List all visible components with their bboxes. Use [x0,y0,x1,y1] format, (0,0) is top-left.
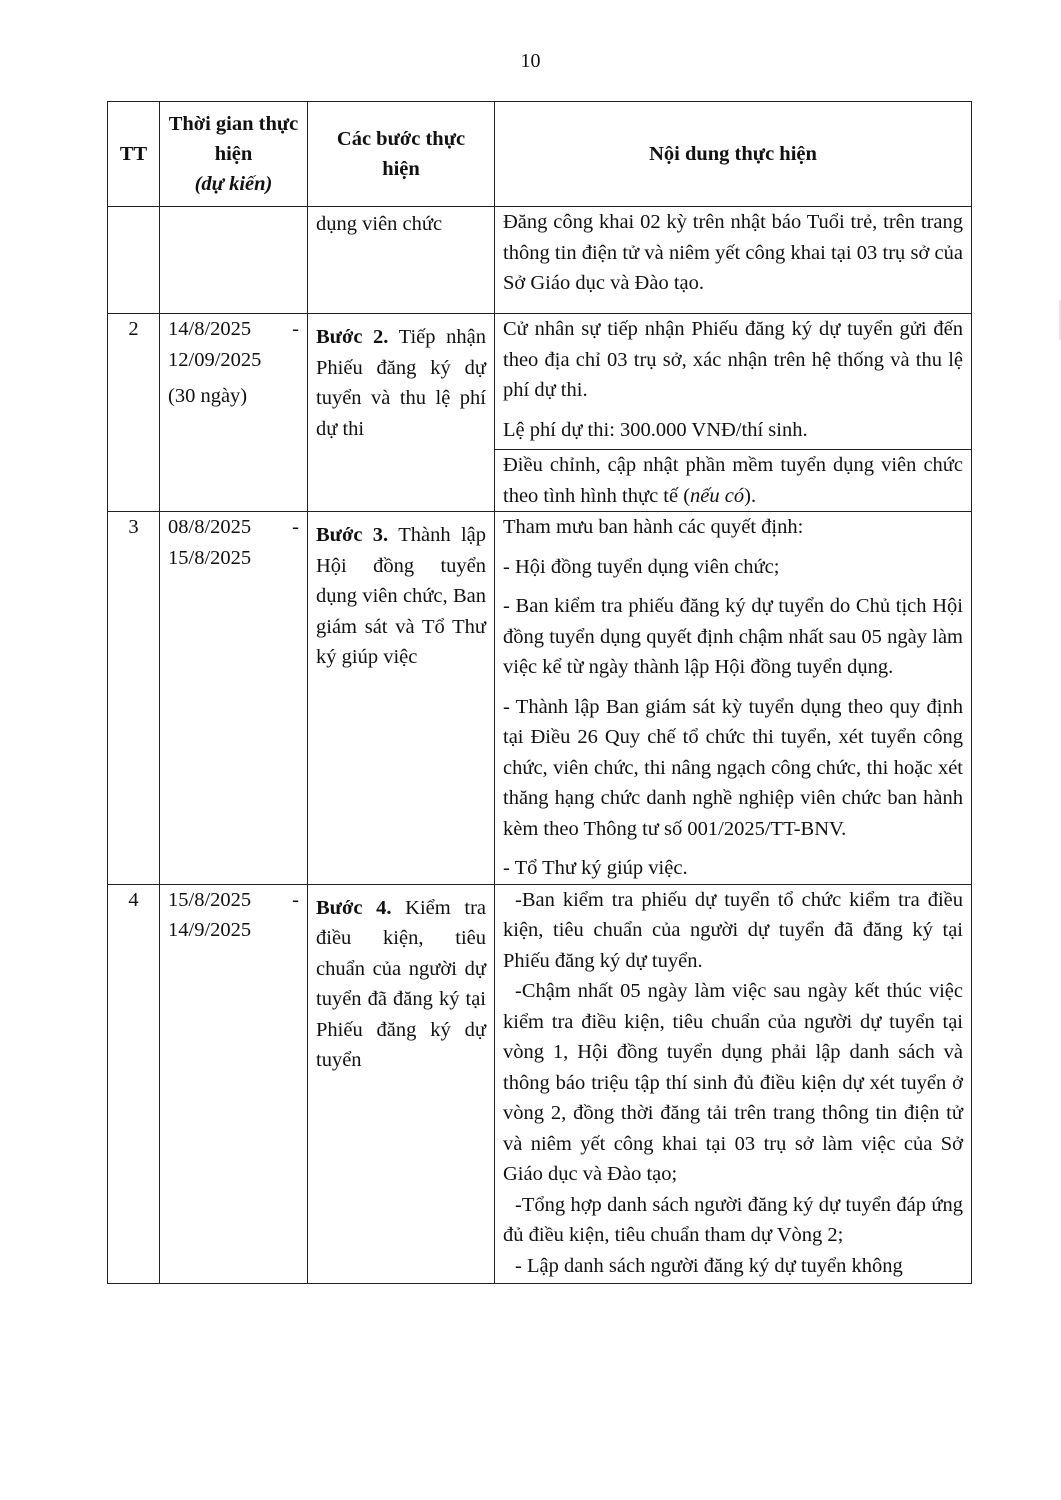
row-tt: 3 [108,512,160,885]
page-number: 10 [520,50,541,72]
step-text: dụng viên chức [316,213,443,235]
content-paragraph: -Tổng hợp danh sách người đăng ký dự tuyển đáp ứng đủ điều kiện, tiêu chuẩn tham dự Vòng 2; [503,1193,963,1246]
content-paragraph: - Tổ Thư ký giúp việc. [503,857,688,879]
row-content [495,207,972,314]
content-paragraph: -Ban kiểm tra phiếu dự tuyển tổ chức kiểm tra điều kiện, tiêu chuẩn của người dự tuyển đã đăng ký tại Phiếu đăng ký dự tuyển. [503,888,963,972]
row-step [308,314,495,512]
header-time-label: Thời gian thực hiện [168,113,299,165]
row-content [495,884,972,1284]
row-time [160,207,308,314]
table-row [108,512,972,885]
time-end: 14/9/2025 [168,919,252,941]
time-start: 14/8/2025 - [168,318,299,340]
table-row [108,207,972,314]
row-step [308,884,495,1284]
content-paragraph: - Lập danh sách người đăng ký dự tuyển không [515,1254,903,1277]
content-paragraph: Điều chỉnh, cập nhật phần mềm tuyển dụng viên chức theo tình hình thực tế (nếu có). [503,454,963,507]
row-time [160,314,308,512]
content-paragraph: Đăng công khai 02 kỳ trên nhật báo Tuổi trẻ, trên trang thông tin điện tử và niêm yết công khai tại 03 trụ sở của Sở Giáo dục và Đào tạo. [503,211,963,294]
schedule-table [107,101,972,1284]
time-end: 15/8/2025 [168,546,252,569]
step-text: Thành lập Hội đồng tuyển dụng viên chức, Ban giám sát và Tổ Thư ký giúp việc [316,524,486,668]
step-text: Tiếp nhận Phiếu đăng ký dự tuyển và thu lệ phí dự thi [316,326,486,440]
row-time [160,512,308,885]
content-paragraph: Tham mưu ban hành các quyết định: [503,516,804,538]
time-duration: (30 ngày) [168,385,248,407]
row-step [308,512,495,885]
table-row [108,314,972,450]
row-content-extra [495,450,972,512]
header-steps: Các bước thực hiện [308,102,495,207]
header-time [160,102,308,207]
table-header-row [108,102,972,207]
time-start: 15/8/2025 - [168,888,299,911]
content-paragraph: - Ban kiểm tra phiếu đăng ký dự tuyển do Chủ tịch Hội đồng tuyển dụng quyết định chậm nhất sau 05 ngày làm việc kể từ ngày thành lập Hội đồng tuyển dụng. [503,595,963,678]
row-step [308,207,495,314]
content-paragraph: -Chậm nhất 05 ngày làm việc sau ngày kết thúc việc kiểm tra điều kiện, tiêu chuẩn của người dự tuyển tại vòng 1, Hội đồng tuyển dụng phải lập danh sách và thông báo triệu tập thí sinh đủ điều kiện dự xét tuyển ở vòng 2, đồng thời đăng tải trên trang thông tin điện tử và niêm yết công khai tại 03 trụ sở làm việc của Sở Giáo dục và Đào tạo; [503,980,963,1185]
content-paragraph: - Hội đồng tuyển dụng viên chức; [503,555,780,578]
time-end: 12/09/2025 [168,348,262,371]
row-content [495,314,972,450]
content-paragraph: - Thành lập Ban giám sát kỳ tuyển dụng theo quy định tại Điều 26 Quy chế tổ chức thi tuyển, xét tuyển công chức, viên chức, thi nâng ngạch công chức, thi hoặc xét thăng hạng chức danh nghề nghiệp viên chức ban hành kèm theo Thông tư số 001/2025/TT-BNV. [503,695,963,840]
step-label: Bước 2. [316,326,389,348]
step-label: Bước 4. [316,896,392,919]
table-row [108,884,972,1284]
content-paragraph: Lệ phí dự thi: 300.000 VNĐ/thí sinh. [503,418,808,441]
row-tt: 2 [108,314,160,512]
row-content [495,512,972,885]
row-time [160,884,308,1284]
header-time-note: (dự kiến) [194,173,273,195]
header-tt: TT [108,102,160,207]
time-start: 08/8/2025 - [168,516,299,538]
row-tt [108,207,160,314]
header-content: Nội dung thực hiện [495,102,972,207]
step-text: Kiểm tra điều kiện, tiêu chuẩn của người dự tuyển đã đăng ký tại Phiếu đăng ký dự tuyển [316,896,486,1071]
content-paragraph: Cử nhân sự tiếp nhận Phiếu đăng ký dự tuyển gửi đến theo địa chỉ 03 trụ sở, xác nhận trên hệ thống và thu lệ phí dự thi. [503,318,963,401]
step-label: Bước 3. [316,524,389,546]
row-tt: 4 [108,884,160,1284]
